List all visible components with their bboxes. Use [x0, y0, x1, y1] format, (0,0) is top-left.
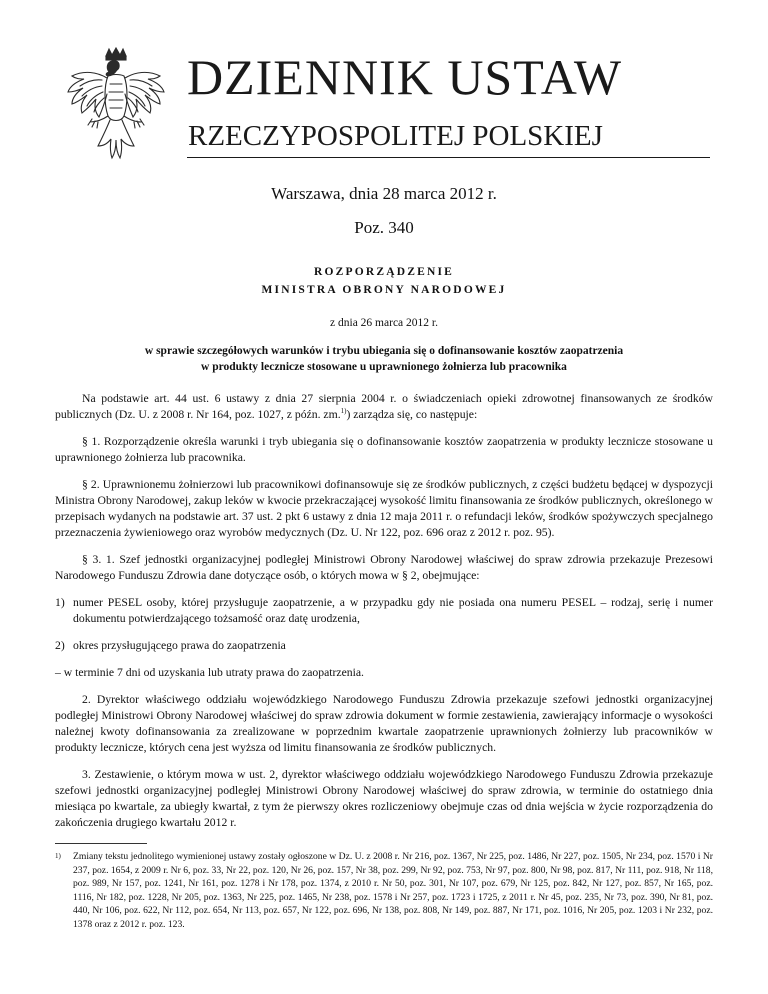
list-item-number: 1): [55, 596, 65, 609]
masthead-divider: [187, 157, 710, 158]
act-date: z dnia 26 marca 2012 r.: [330, 317, 438, 329]
act-title: [80, 343, 688, 375]
act-body: [55, 391, 713, 842]
footnote-divider: [55, 843, 147, 844]
masthead-subtitle: RZECZYPOSPOLITEJ POLSKIEJ: [188, 120, 603, 152]
polish-eagle-emblem-icon: [62, 46, 170, 164]
list-item-number: 2): [55, 639, 65, 652]
preamble-end: ) zarządza się, co następuje:: [346, 408, 478, 421]
section-2: § 2. Uprawnionemu żołnierzowi lub pracownikowi dofinansowuje się ze środków publicznych, z części budżetu będącej w dyspozycji Ministra Obrony Narodowej, zakup leków w kwocie przekraczającej wysokość limitu finansowania ze środków publicznych, określonego w przepisach wydanych na podstawie art. 37 ust. 2 pkt 6 ustawy z dnia 12 maja 2011 r. o refundacji leków, środków spożywczych specjalnego przeznaczenia żywieniowego oraz wyrobów medycznych (Dz. U. Nr 122, poz. 696 oraz z 2012 r. poz. 95).: [55, 478, 713, 539]
section-3-para-1: § 3. 1. Szef jednostki organizacyjnej podległej Ministrowi Obrony Narodowej właściwej do spraw zdrowia przekazuje Prezesowi Narodowego Funduszu Zdrowia dane dotyczące osób, o których mowa w § 2, obejmujące:: [55, 553, 713, 582]
position-number: Poz. 340: [354, 218, 414, 237]
act-type: ROZPORZĄDZENIE: [313, 266, 455, 278]
section-3-para-3: 3. Zestawienie, o którym mowa w ust. 2, dyrektor właściwego oddziału wojewódzkiego Narodowego Funduszu Zdrowia przekazuje szefowi jednostki organizacyjnej podległej Ministrowi Obrony Narodowej właściwej do spraw zdrowia, w terminie do ostatniego dnia miesiąca po kwartale, za ubiegły kwartał, z tym że pierwszy okres rozliczeniowy obejmuje czas od dnia wejścia w życie rozporządzenia do zakończenia drugiego kwartału 2012 r.: [55, 768, 713, 829]
list-item: [55, 595, 713, 627]
act-title-line: w sprawie szczegółowych warunków i trybu ubiegania się o dofinansowanie kosztów zaopatrzenia: [144, 345, 624, 357]
list-item-text: numer PESEL osoby, której przysługuje zaopatrzenie, a w przypadku gdy nie posiada ona numeru PESEL – rodzaj, serię i numer dokumentu potwierdzającego tożsamość oraz datę urodzenia,: [73, 596, 713, 625]
preamble: [55, 391, 713, 423]
footnote-reference: 1): [340, 407, 347, 415]
footnote-text: Zmiany tekstu jednolitego wymienionej ustawy zostały ogłoszone w Dz. U. z 2008 r. Nr 216, poz. 1367, Nr 225, poz. 1486, Nr 227, poz. 1505, Nr 234, poz. 1570 i Nr 237, poz. 1654, z 2009 r. Nr 6, poz. 33, Nr 22, poz. 120, Nr 26, poz. 157, Nr 38, poz. 299, Nr 92, poz. 753, Nr 97, poz. 800, Nr 98, poz. 817, Nr 111, poz. 918, Nr 118, poz. 989, Nr 157, poz. 1241, Nr 161, poz. 1278 i Nr 178, poz. 1374, z 2010 r. Nr 50, poz. 301, Nr 107, poz. 679, Nr 125, poz. 842, Nr 127, poz. 857, Nr 165, poz. 1116, Nr 182, poz. 1228, Nr 205, poz. 1363, Nr 225, poz. 1465, Nr 238, poz. 1578 i Nr 257, poz. 1723 i 1725, z 2011 r. Nr 45, poz. 235, Nr 73, poz. 390, Nr 81, poz. 440, Nr 106, poz. 622, Nr 112, poz. 654, Nr 113, poz. 657, Nr 122, poz. 696, Nr 138, poz. 808, Nr 149, poz. 887, Nr 171, poz. 1016, Nr 205, poz. 1203 i Nr 232, poz. 1378 oraz z 2012 r. poz. 123.: [73, 851, 713, 930]
footnote-marker: 1): [55, 852, 61, 860]
deadline-clause: – w terminie 7 dni od uzyskania lub utraty prawa do zaopatrzenia.: [55, 666, 364, 679]
masthead-title: DZIENNIK USTAW: [187, 49, 623, 105]
section-1: § 1. Rozporządzenie określa warunki i tryb ubiegania się o dofinansowanie kosztów zaopatrzenia w produkty lecznicze stosowane u uprawnionego żołnierza lub pracownika.: [55, 435, 713, 464]
section-3-para-2: 2. Dyrektor właściwego oddziału wojewódzkiego Narodowego Funduszu Zdrowia przekazuje szefowi jednostki organizacyjnej podległej Ministrowi Obrony Narodowej właściwej do spraw zdrowia dokument w formie zestawienia, zawierający informacje o wysokości należnej kwoty dofinansowania za zrealizowane w poprzednim kwartale zaopatrzenie uprawnionych żołnierzy lub pracowników w produkty lecznicze, których cena jest wyższa od limitu finansowania ze środków publicznych.: [55, 693, 713, 754]
act-title-line: w produkty lecznicze stosowane u uprawnionego żołnierza lub pracownika: [201, 361, 567, 373]
footnote: [55, 850, 713, 931]
list-item: [55, 638, 713, 654]
act-issuer: MINISTRA OBRONY NARODOWEJ: [261, 284, 507, 296]
issue-date: Warszawa, dnia 28 marca 2012 r.: [271, 184, 497, 203]
preamble-text: Na podstawie art. 44 ust. 6 ustawy z dnia 27 sierpnia 2004 r. o świadczeniach opieki zdrowotnej finansowanych ze środków publicznych (Dz. U. z 2008 r. Nr 164, poz. 1027, z późn. zm.: [55, 392, 713, 421]
list-item-text: okres przysługującego prawa do zaopatrzenia: [73, 639, 286, 652]
